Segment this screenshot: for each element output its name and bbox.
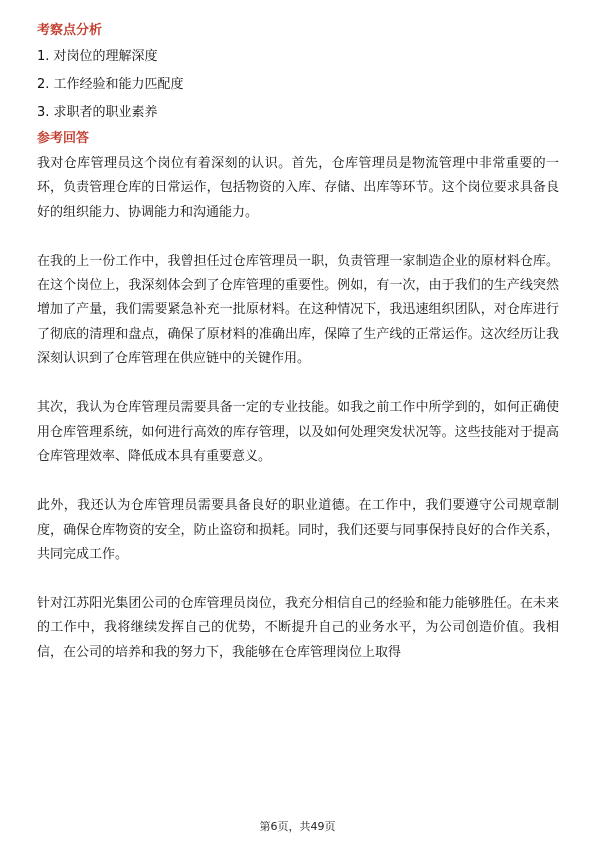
answer-paragraph: 针对江苏阳光集团公司的仓库管理员岗位，我充分相信自己的经验和能力能够胜任。在未来的工作中，我将继续发挥自己的优势，不断提升自己的业务水平，为公司创造价值。我相信，在公司的培养和我的努力下，我能够在仓库管理岗位上取得 — [37, 596, 559, 660]
page-number: 第6页，共49页 — [259, 820, 336, 833]
answer-paragraph: 此外，我还认为仓库管理员需要具备良好的职业道德。在工作中，我们要遵守公司规章制度，确保仓库物资的安全，防止盗窃和损耗。同时，我们还要与同事保持良好的合作关系，共同完成工作。 — [37, 498, 559, 562]
answer-paragraph: 我对仓库管理员这个岗位有着深刻的认识。首先，仓库管理员是物流管理中非常重要的一环，负责管理仓库的日常运作，包括物资的入库、存储、出库等环节。这个岗位要求具备良好的组织能力、协调能力和沟通能力。 — [37, 156, 559, 220]
answer-paragraph: 在我的上一份工作中，我曾担任过仓库管理员一职，负责管理一家制造企业的原材料仓库。在这个岗位上，我深刻体会到了仓库管理的重要性。例如，有一次，由于我们的生产线突然增加了产量，我们需要紧急补充一批原材料。在这种情况下，我迅速组织团队，对仓库进行了彻底的清理和盘点，确保了原材料的准确出库，保障了生产线的正常运作。这次经历让我深刻认识到了仓库管理在供应链中的关键作用。 — [37, 253, 559, 367]
answer-paragraph: 其次，我认为仓库管理员需要具备一定的专业技能。如我之前工作中所学到的，如何正确使用仓库管理系统，如何进行高效的库存管理，以及如何处理突发状况等。这些技能对于提高仓库管理效率、降低成本具有重要意义。 — [37, 400, 559, 464]
analysis-item: 3. 求职者的职业素养 — [37, 105, 158, 120]
analysis-list — [37, 48, 559, 122]
answer-heading: 参考回答 — [37, 131, 90, 146]
analysis-heading: 考察点分析 — [37, 23, 103, 38]
analysis-item: 1. 对岗位的理解深度 — [37, 49, 158, 64]
analysis-item: 2. 工作经验和能力匹配度 — [37, 77, 184, 92]
document-page — [37, 22, 559, 690]
